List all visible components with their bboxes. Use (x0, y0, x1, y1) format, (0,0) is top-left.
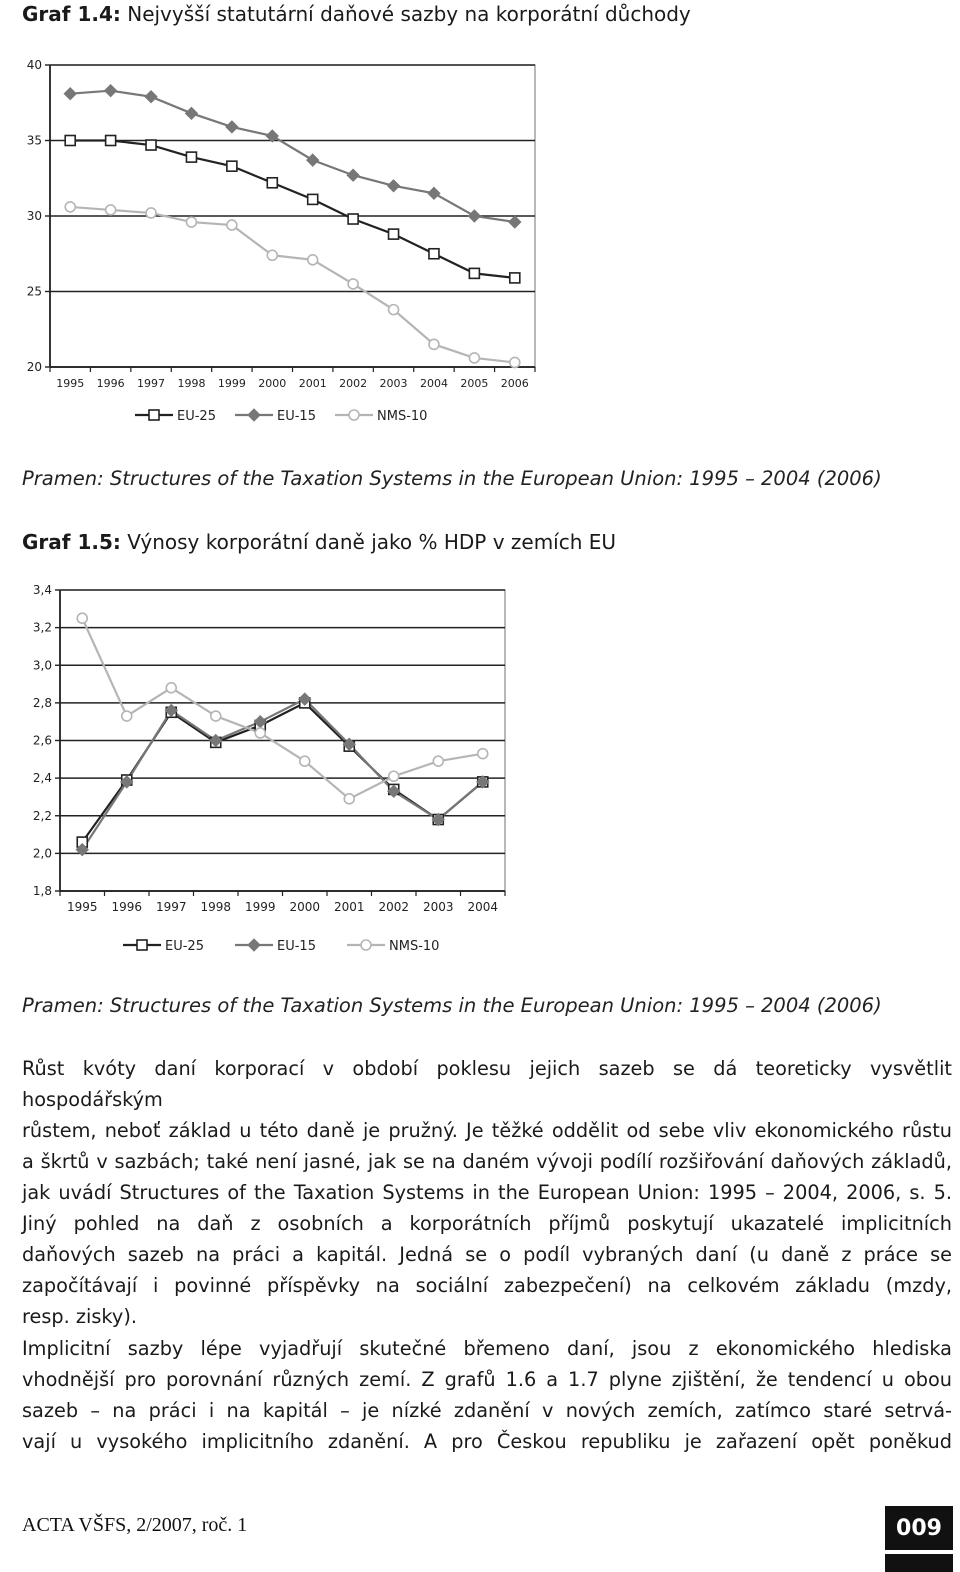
data-point-nms-10 (478, 749, 488, 759)
x-tick-label: 2000 (289, 900, 321, 914)
data-point-eu-25 (65, 136, 75, 146)
data-point-nms-10 (389, 305, 399, 315)
paragraph-line: vají u vysokého implicitního zdanění. A pro Českou republiku je zařazení opět poněkud (22, 1430, 952, 1453)
paragraph-line: Růst kvóty daní korporací v období poklesu jejich sazeb se dá teoreticky vysvětlit hospodářským (22, 1057, 952, 1111)
legend-label-eu-25: EU-25 (177, 409, 216, 424)
x-tick-label: 2003 (422, 900, 454, 914)
y-tick-label: 40 (26, 58, 42, 72)
x-tick-label: 1997 (137, 377, 166, 390)
chart-2-container (15, 580, 535, 960)
figure-2-title: Výnosy korporátní daně jako % HDP v zemích EU (127, 530, 617, 554)
x-tick-label: 1998 (200, 900, 232, 914)
data-point-nms-10 (267, 250, 277, 260)
x-tick-label: 1995 (66, 900, 98, 914)
x-tick-label: 2001 (298, 377, 327, 390)
y-tick-label: 2,4 (32, 771, 52, 786)
paragraph-line: růstem, neboť základ u této daně je pružný. Je těžké oddělit od sebe vliv ekonomického růstu (22, 1119, 952, 1142)
x-tick-label: 1995 (56, 377, 85, 390)
y-tick-label: 3,4 (32, 583, 52, 597)
data-point-nms-10 (122, 711, 132, 721)
y-tick-label: 25 (26, 284, 42, 299)
data-point-nms-10 (227, 220, 237, 230)
paragraph-line: vhodnější pro porovnání různých zemí. Z grafů 1.6 a 1.7 plyne zjištění, že tendencí u obou (22, 1368, 952, 1391)
data-point-nms-10 (389, 771, 399, 781)
x-tick-label: 2006 (500, 377, 529, 390)
chart-2-corporate-tax-revenue (15, 580, 535, 960)
x-tick-label: 2004 (419, 377, 448, 390)
data-point-nms-10 (344, 794, 354, 804)
paragraph-line: Implicitní sazby lépe vyjadřují skutečné břemeno daní, jsou z ekonomického hlediska (22, 1337, 952, 1360)
data-point-nms-10 (255, 728, 265, 738)
x-tick-label: 1996 (96, 377, 125, 390)
x-tick-label: 1997 (155, 900, 187, 914)
data-point-nms-10 (348, 279, 358, 289)
data-point-nms-10 (469, 353, 479, 363)
x-tick-label: 2000 (258, 377, 287, 390)
x-tick-label: 1999 (217, 377, 246, 390)
y-tick-label: 1,8 (32, 884, 52, 898)
data-point-nms-10 (77, 613, 87, 623)
x-tick-label: 1998 (177, 377, 206, 390)
chart-1-corporate-tax-rates (15, 55, 550, 430)
y-tick-label: 2,0 (32, 846, 52, 861)
data-point-nms-10 (429, 339, 439, 349)
data-point-nms-10 (211, 711, 221, 721)
legend-label-eu-25: EU-25 (165, 939, 204, 954)
body-paragraph-1 (22, 1053, 952, 1332)
data-point-nms-10 (166, 683, 176, 693)
y-tick-label: 3,0 (32, 658, 52, 673)
data-point-eu-25 (267, 178, 277, 188)
paragraph-line: resp. zisky). (22, 1305, 137, 1328)
figure-1-source: Pramen: Structures of the Taxation Systems in the European Union: 1995 – 2004 (2006) (22, 467, 882, 490)
data-point-eu-25 (308, 194, 318, 204)
paragraph-line: sazeb – na práci i na kapitál – je nízké zdanění v nových zemích, zatímco staré setrvá- (22, 1399, 952, 1422)
data-point-eu-25 (227, 161, 237, 171)
x-tick-label: 2003 (379, 377, 408, 390)
legend-label-nms-10: NMS-10 (377, 409, 428, 424)
data-point-eu-25 (389, 229, 399, 239)
data-point-eu-25 (146, 140, 156, 150)
legend-marker-eu-15 (248, 939, 260, 951)
paragraph-line: jak uvádí Structures of the Taxation Systems in the European Union: 1995 – 2004, 2006, s. 5. (22, 1181, 952, 1204)
legend-marker-eu-15 (248, 409, 260, 421)
data-point-nms-10 (65, 202, 75, 212)
data-point-eu-25 (429, 249, 439, 259)
data-point-nms-10 (186, 217, 196, 227)
y-tick-label: 30 (26, 209, 42, 223)
paragraph-line: započítávají i povinné příspěvky na sociální zabezpečení) na celkovém základu (mzdy, (22, 1274, 952, 1297)
paragraph-line: a škrtů v sazbách; také není jasné, jak se na daném vývoji podílí rozšiřování daňových základů, (22, 1150, 952, 1173)
legend-label-eu-15: EU-15 (277, 409, 316, 424)
figure-2-source: Pramen: Structures of the Taxation Systems in the European Union: 1995 – 2004 (2006) (22, 994, 882, 1017)
y-tick-label: 3,2 (32, 620, 52, 635)
legend-label-nms-10: NMS-10 (389, 939, 440, 954)
body-paragraph-2 (22, 1333, 952, 1457)
figure-2-label: Graf 1.5: (22, 530, 121, 554)
data-point-eu-25 (510, 273, 520, 283)
paragraph-line: daňových sazeb na práci a kapitál. Jedná se o podíl vybraných daní (u daně z práce se (22, 1243, 952, 1266)
page-number-bar (885, 1554, 953, 1572)
legend-marker-nms-10 (361, 940, 371, 950)
legend-marker-nms-10 (349, 410, 359, 420)
y-tick-label: 2,8 (32, 695, 52, 710)
data-point-eu-25 (469, 268, 479, 278)
data-point-nms-10 (510, 357, 520, 367)
x-tick-label: 2002 (339, 377, 368, 390)
legend-marker-eu-25 (137, 940, 147, 950)
page-number: 009 (885, 1506, 953, 1550)
data-point-nms-10 (433, 756, 443, 766)
figure-1-caption (22, 2, 691, 26)
legend-label-eu-15: EU-15 (277, 939, 316, 954)
chart-1-container (15, 55, 550, 430)
footer-journal: ACTA VŠFS, 2/2007, roč. 1 (22, 1514, 248, 1536)
y-tick-label: 2,2 (32, 808, 52, 823)
data-point-nms-10 (106, 205, 116, 215)
x-tick-label: 2002 (378, 900, 410, 914)
paragraph-line: Jiný pohled na daň z osobních a korporátních příjmů poskytují ukazatelé implicitních (22, 1212, 952, 1235)
x-tick-label: 2004 (467, 900, 499, 914)
y-tick-label: 35 (26, 133, 42, 148)
x-tick-label: 2001 (333, 900, 365, 914)
data-point-eu-25 (186, 152, 196, 162)
data-point-eu-25 (106, 136, 116, 146)
x-tick-label: 1996 (111, 900, 143, 914)
figure-2-caption (22, 530, 616, 554)
data-point-nms-10 (308, 255, 318, 265)
x-tick-label: 2005 (460, 377, 489, 390)
data-point-nms-10 (146, 208, 156, 218)
y-tick-label: 20 (26, 360, 42, 374)
figure-1-title: Nejvyšší statutární daňové sazby na korporátní důchody (127, 2, 691, 26)
data-point-eu-25 (348, 214, 358, 224)
figure-1-label: Graf 1.4: (22, 2, 121, 26)
y-tick-label: 2,6 (32, 733, 52, 748)
x-tick-label: 1999 (244, 900, 276, 914)
legend-marker-eu-25 (149, 410, 159, 420)
data-point-nms-10 (300, 756, 310, 766)
